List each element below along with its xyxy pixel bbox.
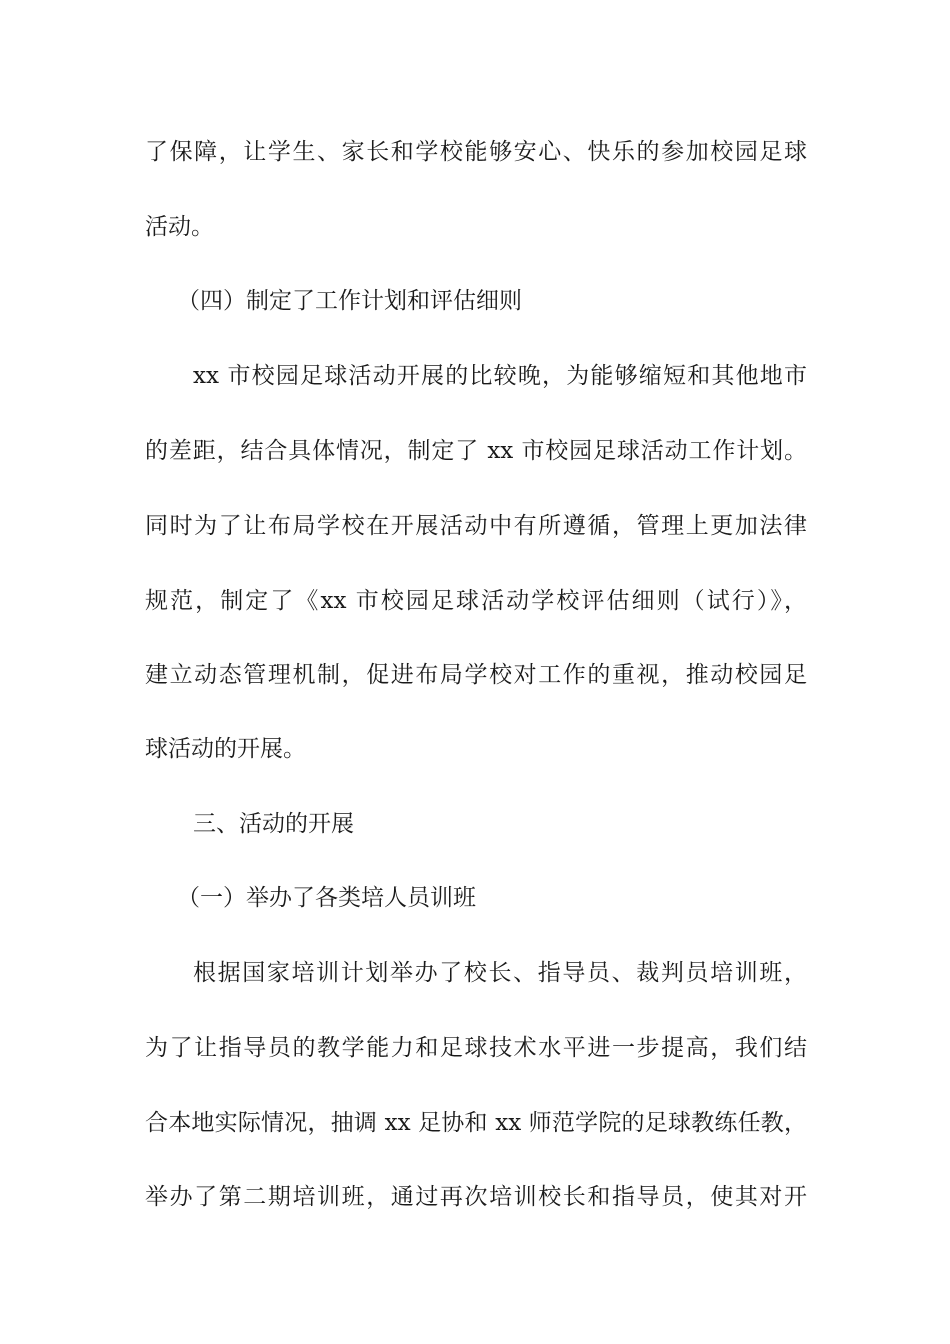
body-text-line: 举办了第二期培训班，通过再次培训校长和指导员，使其对开: [145, 1184, 807, 1210]
body-text-line: 合本地实际情况，抽调 xx 足协和 xx 师范学院的足球教练任教，: [145, 1110, 807, 1136]
body-text-line: 同时为了让布局学校在开展活动中有所遵循，管理上更加法律: [145, 513, 807, 539]
body-text-line: 规范，制定了《xx 市校园足球活动学校评估细则（试行）》，: [145, 588, 807, 614]
body-text-line: 活动。: [145, 214, 214, 240]
body-text-line: 了保障，让学生、家长和学校能够安心、快乐的参加校园足球: [145, 139, 807, 165]
body-text-line: 建立动态管理机制，促进布局学校对工作的重视，推动校园足: [145, 662, 807, 688]
body-text-line: 根据国家培训计划举办了校长、指导员、裁判员培训班，: [193, 960, 807, 986]
body-text-line: 的差距，结合具体情况，制定了 xx 市校园足球活动工作计划。: [145, 438, 807, 464]
body-text-line: xx 市校园足球活动开展的比较晚，为能够缩短和其他地市: [193, 363, 807, 389]
section-heading: （四）制定了工作计划和评估细则: [177, 288, 522, 314]
body-text-line: 球活动的开展。: [145, 736, 306, 762]
section-heading: （一）举办了各类培人员训班: [177, 885, 476, 911]
section-heading: 三、活动的开展: [193, 811, 354, 837]
body-text-line: 为了让指导员的教学能力和足球技术水平进一步提高，我们结: [145, 1035, 807, 1061]
